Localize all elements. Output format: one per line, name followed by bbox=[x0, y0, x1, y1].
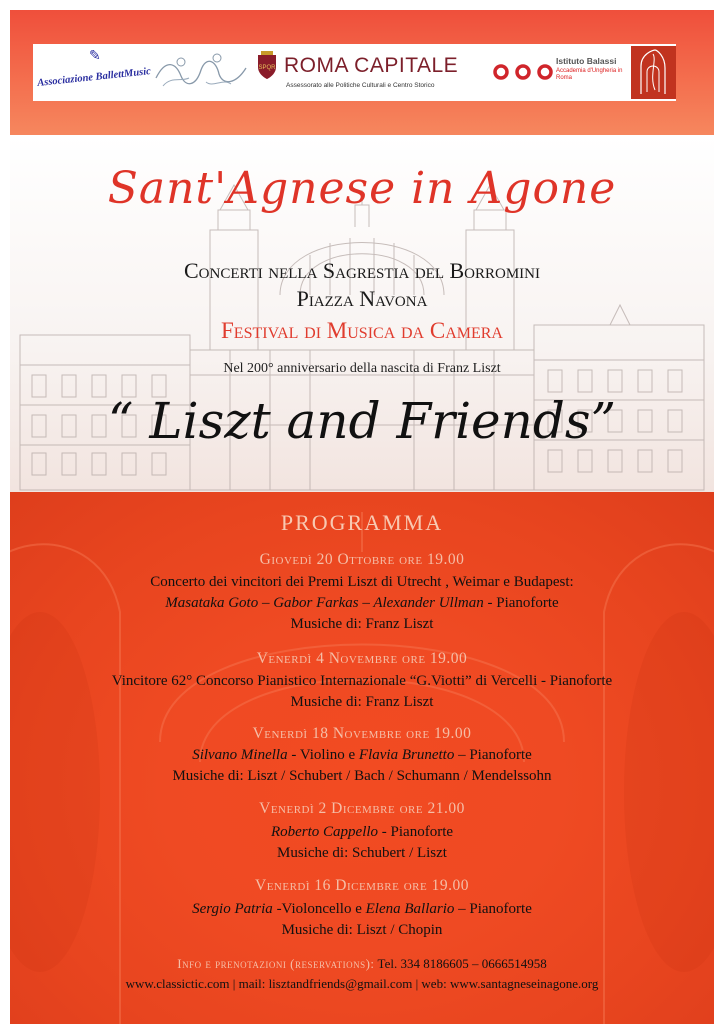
balassi-rings-icon bbox=[492, 63, 554, 81]
istituto-balassi-logo bbox=[486, 44, 626, 101]
concert-5-performer-1: Sergio Patria bbox=[192, 901, 273, 917]
concert-5-date: Venerdì 16 Dicembre ore 19.00 bbox=[255, 877, 469, 894]
concert-4-performer-1: Roberto Cappello bbox=[270, 824, 379, 840]
concert-1-instrument: - Pianoforte bbox=[483, 595, 559, 611]
concerti-line: Concerti nella Sagrestia del Borromini bbox=[184, 258, 540, 283]
concert-3-performer-2: Flavia Brunetto bbox=[358, 747, 455, 763]
concert-2-line: Vincitore 62° Concorso Pianistico Internazionale “G.Viotti” di Vercelli - Pianoforte bbox=[111, 673, 613, 689]
concert-3-instrument-2: – Pianoforte bbox=[454, 747, 532, 763]
roma-title: ROMA CAPITALE bbox=[284, 54, 459, 77]
concert-3-performer-1: Silvano Minella bbox=[192, 747, 288, 763]
concert-1-music: Musiche di: Franz Liszt bbox=[290, 616, 434, 632]
concert-4-performers-line bbox=[0, 824, 724, 841]
concert-5-instrument-1: -Violoncello e bbox=[272, 901, 366, 917]
quill-icon: ✎ bbox=[89, 49, 101, 64]
concert-5-performers-line bbox=[0, 901, 724, 918]
phone-numbers: Tel. 334 8186605 – 0666514958 bbox=[374, 956, 547, 971]
concert-5-music: Musiche di: Liszt / Chopin bbox=[281, 922, 443, 938]
balassi-name: Istituto Balassi bbox=[556, 56, 617, 66]
festival-line: Festival di Musica da Camera bbox=[221, 318, 503, 343]
concert-4-instrument-1: - Pianoforte bbox=[378, 824, 454, 840]
concert-1-performers: Masataka Goto – Gabor Farkas – Alexander Ullman bbox=[165, 595, 484, 611]
main-title: Sant'Agnese in Agone bbox=[107, 163, 617, 214]
concert-3-instrument-1: - Violino e bbox=[287, 747, 359, 763]
association-logo bbox=[33, 44, 151, 101]
logo-strip bbox=[33, 44, 676, 101]
info-label: Info e prenotazioni (reservations): bbox=[177, 956, 375, 971]
concert-3-performers-line bbox=[0, 747, 724, 764]
piazza-line: Piazza Navona bbox=[296, 286, 428, 311]
roma-capitale-logo bbox=[256, 44, 486, 101]
concert-1-date: Giovedì 20 Ottobre ore 19.00 bbox=[259, 551, 465, 568]
svg-text:SPQR: SPQR bbox=[258, 65, 276, 71]
concert-3-music: Musiche di: Liszt / Schubert / Bach / Schumann / Mendelssohn bbox=[172, 768, 552, 784]
concert-3-date: Venerdì 18 Novembre ore 19.00 bbox=[252, 725, 472, 742]
concert-1-line: Concerto dei vincitori dei Premi Liszt di Utrecht , Weimar e Budapest: bbox=[150, 574, 574, 590]
contact-web-line: www.classictic.com | mail: lisztandfriends@gmail.com | web: www.santagneseinagone.org bbox=[125, 976, 599, 991]
concert-5-performer-2: Elena Ballario bbox=[365, 901, 455, 917]
event-name: “ Liszt and Friends” bbox=[107, 392, 617, 450]
concert-4-date: Venerdì 2 Dicembre ore 21.00 bbox=[259, 800, 465, 817]
concert-2-music: Musiche di: Franz Liszt bbox=[290, 694, 434, 710]
concert-5-instrument-2: – Pianoforte bbox=[454, 901, 532, 917]
balassi-subtitle: Accademia d'Ungheria in Roma bbox=[556, 68, 623, 81]
roma-crest-icon bbox=[256, 51, 278, 81]
roma-subtitle: Assessorato alle Politiche Culturali e Centro Storico bbox=[286, 82, 435, 89]
dancer-sketch-icon bbox=[151, 44, 256, 101]
info-line bbox=[0, 956, 724, 972]
programme-heading: PROGRAMMA bbox=[280, 510, 444, 535]
association-name: Associazione BallettMusic bbox=[36, 66, 152, 89]
concert-2-date: Venerdì 4 Novembre ore 19.00 bbox=[256, 650, 468, 667]
church-sketch-logo bbox=[631, 46, 676, 99]
concert-1-performers-line bbox=[0, 595, 724, 612]
concert-4-music: Musiche di: Schubert / Liszt bbox=[277, 845, 447, 861]
anniversary-line: Nel 200° anniversario della nascita di Franz Liszt bbox=[223, 361, 501, 376]
